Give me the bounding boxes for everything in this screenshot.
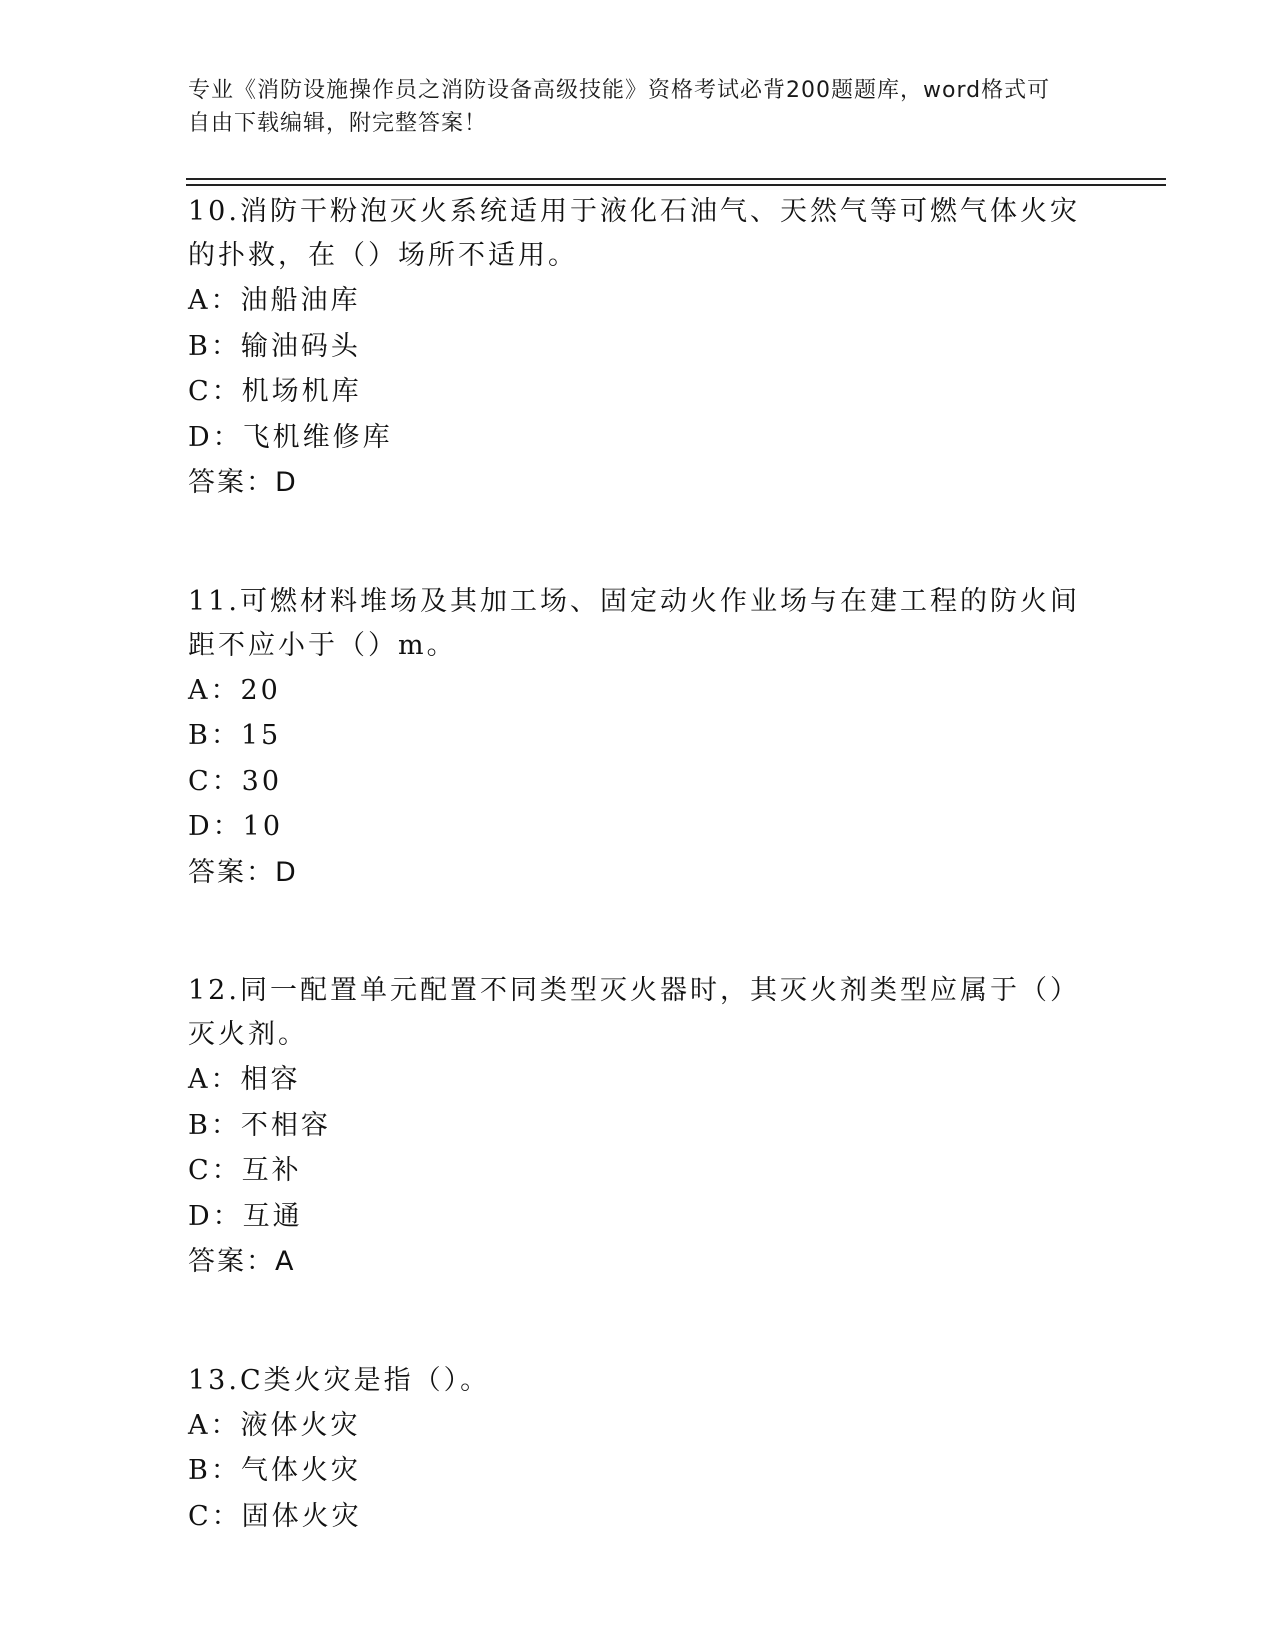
question-spacer [188, 1285, 1088, 1359]
option-a: A：相容 [188, 1064, 301, 1095]
answer: 答案：D [188, 856, 298, 888]
question-stem: 12.同一配置单元配置不同类型灭火器时，其灭火剂类型应属于（）灭火剂。 [188, 975, 1080, 1050]
option-b: B：气体火灾 [188, 1455, 361, 1486]
answer: 答案：D [188, 467, 298, 498]
option-a: A：液体火灾 [188, 1409, 361, 1441]
option-d: D：互通 [188, 1200, 303, 1232]
question-stem: 13.C类火灾是指（）。 [188, 1364, 491, 1396]
header-divider-top [186, 178, 1166, 180]
header-divider-bottom [186, 184, 1166, 186]
answer: 答案：A [188, 1246, 296, 1277]
document-header: 专业《消防设施操作员之消防设备高级技能》资格考试必背200题题库，word格式可自由下载编辑，附完整答案！ [188, 78, 1051, 136]
option-d: D：10 [188, 811, 284, 842]
question-11 [188, 580, 1088, 896]
option-c: C：固体火灾 [188, 1500, 362, 1532]
question-spacer [188, 895, 1088, 969]
option-a: A：20 [188, 674, 281, 706]
option-a: A：油船油库 [188, 285, 361, 316]
option-b: B：15 [188, 720, 282, 751]
option-d: D：飞机维修库 [188, 421, 393, 453]
question-spacer [188, 506, 1088, 580]
option-b: B：不相容 [188, 1109, 331, 1141]
option-c: C：机场机库 [188, 376, 362, 407]
question-13 [188, 1359, 1088, 1540]
question-stem: 10.消防干粉泡灭火系统适用于液化石油气、天然气等可燃气体火灾的扑救，在（）场所不适用。 [188, 196, 1080, 271]
question-stem: 11.可燃材料堆场及其加工场、固定动火作业场与在建工程的防火间距不应小于（）m。 [188, 585, 1080, 661]
option-c: C：30 [188, 765, 283, 797]
option-c: C：互补 [188, 1155, 302, 1186]
option-b: B：输油码头 [188, 330, 361, 362]
question-list [188, 190, 1088, 1539]
question-12 [188, 969, 1088, 1285]
question-10 [188, 190, 1088, 506]
